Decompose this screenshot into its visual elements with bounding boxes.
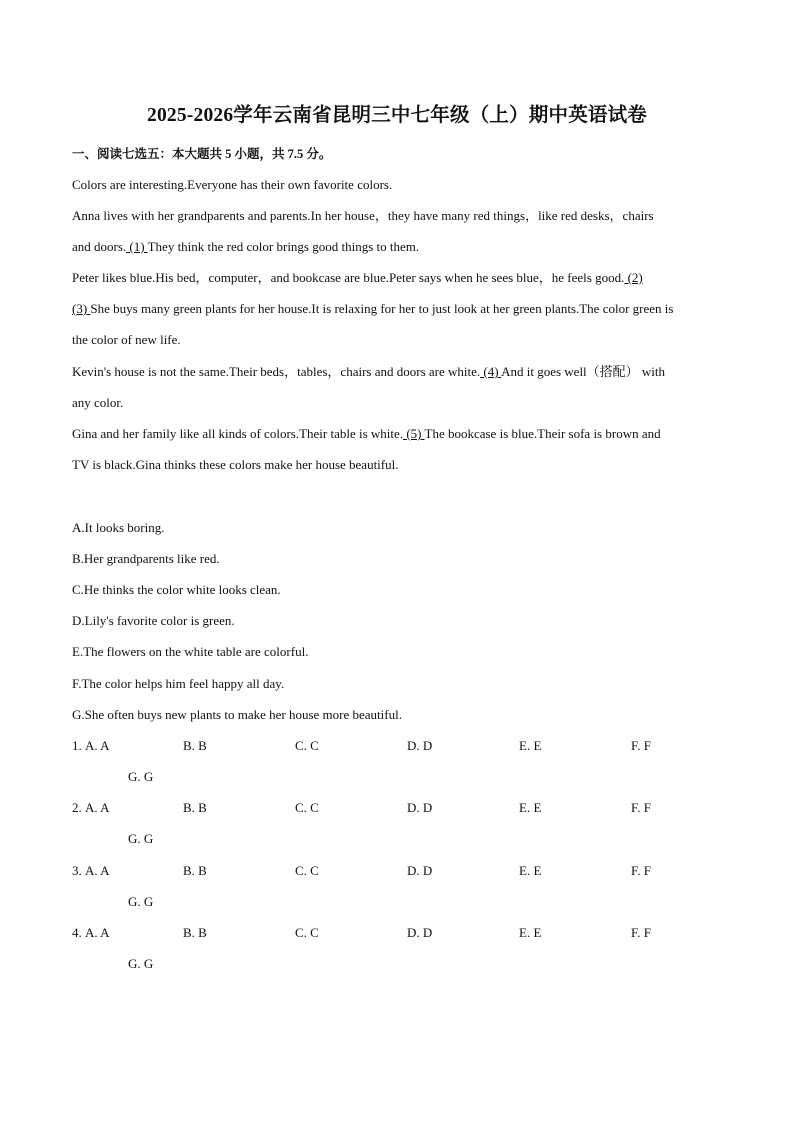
passage-text: She buys many green plants for her house.It is relaxing for her to just look at her green plants.The color green is	[90, 301, 674, 316]
passage-text: Peter likes blue.His bed，computer，and bookcase are blue.Peter says when he sees blue，he feels good.	[72, 270, 625, 285]
passage-text: Colors are interesting.Everyone has their own favorite colors.	[72, 177, 393, 192]
passage-text: Gina and her family like all kinds of colors.Their table is white.	[72, 426, 404, 441]
choice-b[interactable]: B. B	[183, 738, 207, 753]
passage-text: any color.	[72, 395, 124, 410]
choice-a[interactable]: A. A	[85, 863, 110, 878]
passage-line	[72, 330, 727, 350]
question-number: 3.	[72, 863, 82, 878]
passage-line	[72, 237, 727, 257]
choice-f[interactable]: F. F	[631, 925, 651, 940]
section-heading: 一、阅读七选五：本大题共 5 小题，共 7.5 分。	[72, 147, 332, 161]
choice-d[interactable]: D. D	[407, 738, 433, 753]
choice-c[interactable]: C. C	[295, 738, 319, 753]
blank-2: (2)	[624, 270, 643, 285]
question-number: 1.	[72, 738, 82, 753]
choice-e[interactable]: E. E	[519, 863, 542, 878]
choice-f[interactable]: F. F	[631, 738, 651, 753]
passage-line	[72, 299, 727, 319]
passage-line	[72, 268, 727, 288]
choice-d[interactable]: D. D	[407, 800, 433, 815]
choice-d[interactable]: D. D	[407, 863, 433, 878]
passage-text: The bookcase is blue.Their sofa is brown and	[424, 426, 661, 441]
option-d: D.Lily's favorite color is green.	[72, 613, 235, 628]
question-4	[72, 923, 732, 971]
passage-line	[72, 393, 727, 413]
choice-a[interactable]: A. A	[85, 738, 110, 753]
choice-c[interactable]: C. C	[295, 863, 319, 878]
blank-4: (4)	[480, 364, 502, 379]
exam-title: 2025-2026学年云南省昆明三中七年级（上）期中英语试卷	[147, 105, 647, 126]
blank-1: (1)	[126, 239, 148, 254]
passage-text: Anna lives with her grandparents and parents.In her house，they have many red things，like red desks，chairs	[72, 208, 654, 223]
question-number: 4.	[72, 925, 82, 940]
option-e: E.The flowers on the white table are colorful.	[72, 644, 309, 659]
choice-c[interactable]: C. C	[295, 800, 319, 815]
passage-text: and doors.	[72, 239, 127, 254]
blank-3: (3)	[72, 301, 91, 316]
question-3	[72, 861, 732, 909]
passage-text: the color of new life.	[72, 332, 181, 347]
question-1	[72, 736, 732, 784]
passage-line	[72, 424, 727, 444]
passage-line	[72, 455, 727, 475]
choice-e[interactable]: E. E	[519, 738, 542, 753]
question-number: 2.	[72, 800, 82, 815]
choice-b[interactable]: B. B	[183, 800, 207, 815]
choice-a[interactable]: A. A	[85, 925, 110, 940]
option-c: C.He thinks the color white looks clean.	[72, 582, 281, 597]
passage-text: They think the red color brings good things to them.	[147, 239, 420, 254]
choice-c[interactable]: C. C	[295, 925, 319, 940]
choice-a[interactable]: A. A	[85, 800, 110, 815]
passage-text: Kevin's house is not the same.Their beds，tables，chairs and doors are white.	[72, 364, 481, 379]
choice-f[interactable]: F. F	[631, 800, 651, 815]
passage-line	[72, 362, 727, 382]
choice-g[interactable]: G. G	[128, 769, 154, 784]
option-f: F.The color helps him feel happy all day.	[72, 676, 285, 691]
passage-text: TV is black.Gina thinks these colors make her house beautiful.	[72, 457, 399, 472]
choice-g[interactable]: G. G	[128, 894, 154, 909]
option-a: A.It looks boring.	[72, 520, 165, 535]
choice-f[interactable]: F. F	[631, 863, 651, 878]
choice-b[interactable]: B. B	[183, 925, 207, 940]
option-g: G.She often buys new plants to make her house more beautiful.	[72, 707, 402, 722]
passage-line	[72, 206, 727, 226]
passage-line	[72, 175, 727, 195]
choice-d[interactable]: D. D	[407, 925, 433, 940]
question-2	[72, 798, 732, 846]
passage-text: And it goes well（搭配） with	[501, 364, 666, 379]
choice-b[interactable]: B. B	[183, 863, 207, 878]
choice-g[interactable]: G. G	[128, 956, 154, 971]
choice-e[interactable]: E. E	[519, 925, 542, 940]
blank-5: (5)	[403, 426, 425, 441]
choice-e[interactable]: E. E	[519, 800, 542, 815]
choice-g[interactable]: G. G	[128, 831, 154, 846]
option-b: B.Her grandparents like red.	[72, 551, 220, 566]
